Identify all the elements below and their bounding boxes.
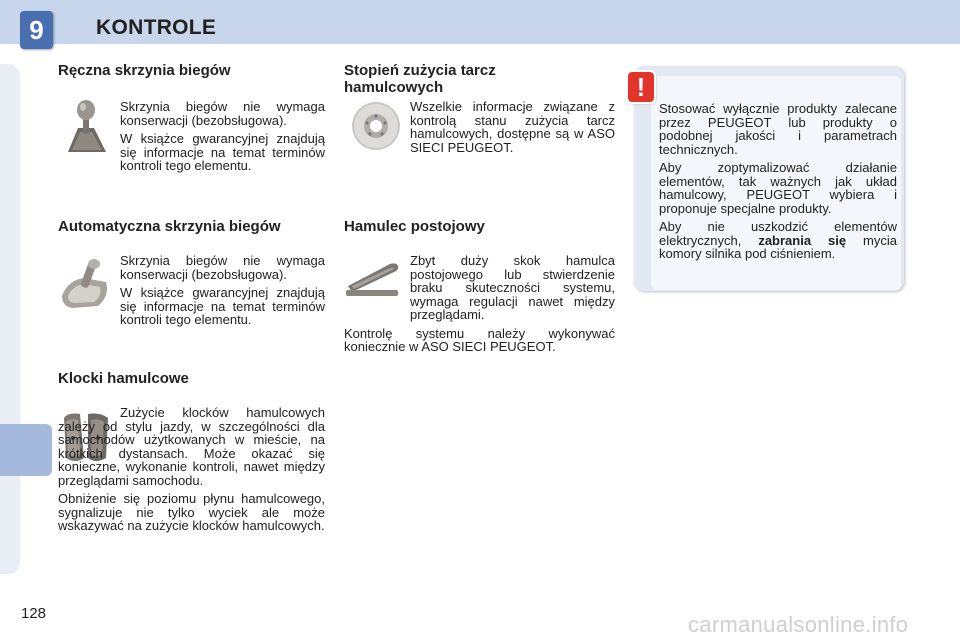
warning-text <box>659 102 897 266</box>
brake-discs-p1: Wszelkie informacje związane z kontrolą stanu zużycia tarcz hamulcowych, dostępne są w ASO SIECI PEUGEOT. <box>410 99 615 155</box>
warning-p3-start: Aby nie uszkodzić elementów elektrycznych, <box>659 219 897 248</box>
manual-gearbox-p2: W książce gwarancyjnej znajdują się informacje na temat terminów kontroli tego elementu. <box>120 131 325 173</box>
warning-p3-bold: zabrania się <box>758 232 847 248</box>
warning-p2: Aby zoptymalizować działanie elementów, tak ważnych jak układ hamulcowy, PEUGEOT wybiera i proponuje specjalne produkty. <box>659 160 897 216</box>
parking-brake-p2: Kontrolę systemu należy wykonywać koniecznie w ASO SIECI PEUGEOT. <box>344 325 615 354</box>
brake-pads-p2: Obniżenie się poziomu płynu hamulcowego, sygnalizuje nie tylko wyciek ale może wskazywać na zużycie klocków hamulcowych. <box>58 491 325 533</box>
brake-pads-text <box>58 406 325 538</box>
section-title-parking-brake: Hamulec postojowy <box>344 218 485 235</box>
side-tab-strip <box>0 64 20 574</box>
parking-brake-text <box>344 254 615 359</box>
warning-p3-end: mycia komory silnika pod ciśnieniem. <box>659 232 897 261</box>
section-title-brake-discs: Stopień zużycia tarcz hamulcowych <box>344 62 496 96</box>
warning-p1: Stosować wyłącznie produkty zalecane przez PEUGEOT lub produkty o podobnej jakości i parametrach technicznych. <box>659 101 897 157</box>
automatic-gearbox-text <box>120 254 325 332</box>
warning-p3 <box>659 220 897 261</box>
page-number: 128 <box>21 605 47 622</box>
automatic-gearbox-p1: Skrzynia biegów nie wymaga konserwacji (bezobsługowa). <box>120 253 325 282</box>
section-title-manual-gearbox: Ręczna skrzynia biegów <box>58 62 231 79</box>
chapter-number-badge: 9 <box>20 11 53 49</box>
manual-gearbox-text <box>120 100 325 178</box>
automatic-gearbox-p2: W książce gwarancyjnej znajdują się informacje na temat terminów kontroli tego elementu. <box>120 285 325 327</box>
manual-gear-lever-icon <box>60 98 112 156</box>
watermark-text: carmanualsonline.info <box>688 612 909 637</box>
manual-gearbox-p1: Skrzynia biegów nie wymaga konserwacji (bezobsługowa). <box>120 99 325 128</box>
automatic-gear-selector-icon <box>58 256 112 312</box>
brake-discs-text <box>410 100 615 159</box>
brake-disc-icon <box>350 100 402 152</box>
section-title-automatic-gearbox: Automatyczna skrzynia biegów <box>58 218 281 235</box>
warning-exclamation-icon: ! <box>628 72 654 102</box>
parking-brake-p1: Zbyt duży skok hamulca postojowego lub stwierdzenie braku skuteczności systemu, wymaga regulacji nawet między przeglądami. <box>410 253 615 322</box>
side-tab-active[interactable] <box>0 424 52 476</box>
section-title-brake-pads: Klocki hamulcowe <box>58 370 189 387</box>
brake-pads-p1: Zużycie klocków hamulcowych zależy od stylu jazdy, w szczególności dla samochodów użytkowanych w mieście, na krótkich dystansach. Może okazać się konieczne, wykonanie kontroli, nawet między przeglądami samochodu. <box>58 405 325 488</box>
page-title: KONTROLE <box>96 16 217 39</box>
